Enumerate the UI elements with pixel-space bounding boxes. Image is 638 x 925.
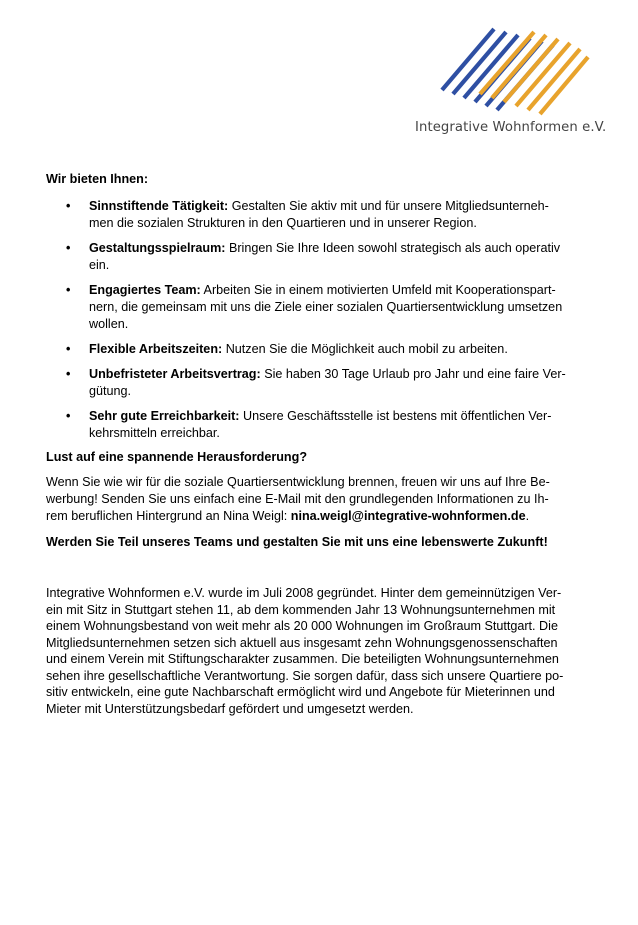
benefit-text: men die sozialen Strukturen in den Quartieren und in unserer Region. [89,216,477,230]
logo-stripe-orange [504,39,558,102]
call-to-action: Werden Sie Teil unseres Teams und gestalten Sie mit uns eine lebenswerte Zukunft! [46,535,548,549]
benefit-text: gütung. [89,384,132,398]
benefit-text: wollen. [89,317,129,331]
logo-stripes-graphic [440,26,590,116]
about-line: Mieter mit Unterstützungsbedarf gefördert und umgesetzt werden. [46,701,414,716]
bullet-icon: • [66,199,71,213]
bullet-icon: • [66,342,71,356]
application-text: Wenn Sie wie wir für die soziale Quartiersentwicklung brennen, freuen wir uns auf Ihre Be- [46,475,550,489]
about-line: und einem Verein mit Stiftungscharakter zusammen. Die beteiligten Wohnungsunternehmen [46,652,559,666]
about-line: sehen ihre gesellschaftliche Verantwortung. Sie sorgen dafür, dass sich unsere Quartiere po- [46,668,564,683]
benefit-title: Unbefristeter Arbeitsvertrag: [89,367,261,381]
logo-stripe-blue [442,29,494,90]
organization-logo [412,22,607,142]
application-text: werbung! Senden Sie uns einfach eine E-Mail mit den grundlegenden Informationen zu Ih- [46,492,549,506]
logo-stripe-orange [516,43,570,106]
logo-stripe-blue [464,35,518,98]
benefit-title: Sinnstiftende Tätigkeit: [89,199,229,213]
benefit-title: Sehr gute Erreichbarkeit: [89,409,240,423]
about-paragraph [46,585,592,717]
benefit-title: Flexible Arbeitszeiten: [89,342,223,356]
bullet-icon: • [66,409,71,423]
benefit-text: Arbeiten Sie in einem motivierten Umfeld mit Kooperationspart- [200,283,556,297]
benefit-item [46,366,592,400]
about-line: einem Wohnungsbestand von weit mehr als 20 000 Wohnungen im Großraum Stuttgart. Die [46,619,558,633]
benefit-item [46,240,592,274]
benefit-text: Bringen Sie Ihre Ideen sowohl strategisch als auch operativ [225,241,561,255]
offer-heading: Wir bieten Ihnen: [46,172,149,186]
logo-stripe-blue [453,32,506,94]
benefit-text: Sie haben 30 Tage Urlaub pro Jahr und eine faire Ver- [260,367,566,381]
about-line: Mitgliedsunternehmen setzen sich aktuell aus insgesamt zehn Wohnungsgenossenschaften [46,635,558,650]
benefit-item [46,408,592,442]
benefit-title: Gestaltungsspielraum: [89,241,226,255]
benefit-item [46,282,592,333]
benefit-item [46,198,592,232]
logo-stripe-orange [528,49,580,110]
benefits-list [46,198,592,442]
bullet-icon: • [66,367,71,381]
about-line: Integrative Wohnformen e.V. wurde im Juli 2008 gegründet. Hinter dem gemeinnützigen Ver- [46,586,562,600]
benefit-text: Unsere Geschäftsstelle ist bestens mit öffentlichen Ver- [239,409,552,423]
job-ad-body [46,171,592,717]
application-paragraph [46,474,592,525]
benefit-text: ein. [89,258,110,272]
benefit-item [46,341,592,358]
logo-wordmark: Integrative Wohnformen e.V. [415,120,607,135]
logo-stripe-orange [492,35,546,98]
about-line: ein mit Sitz in Stuttgart stehen 11, ab dem kommenden Jahr 13 Wohnungsunternehmen mit [46,602,556,617]
benefit-title: Engagiertes Team: [89,283,201,297]
benefit-text: Nutzen Sie die Möglichkeit auch mobil zu arbeiten. [222,342,508,356]
application-text: rem beruflichen Hintergrund an Nina Weigl: [46,509,291,523]
contact-email-link[interactable]: nina.weigl@integrative-wohnformen.de [290,509,526,523]
about-line: sitiv entwickeln, eine gute Nachbarschaft ermöglicht wird und Angebote für Mieterinnen und [46,685,555,699]
benefit-text: kehrsmitteln erreichbar. [89,426,220,440]
benefit-text: Gestalten Sie aktiv mit und für unsere Mitgliedsunterneh- [228,199,549,213]
benefit-text: nern, die gemeinsam mit uns die Ziele einer sozialen Quartiersentwicklung umsetzen [89,300,563,314]
challenge-question: Lust auf eine spannende Herausforderung? [46,450,308,464]
application-text: . [525,509,530,523]
bullet-icon: • [66,283,71,297]
bullet-icon: • [66,241,71,255]
